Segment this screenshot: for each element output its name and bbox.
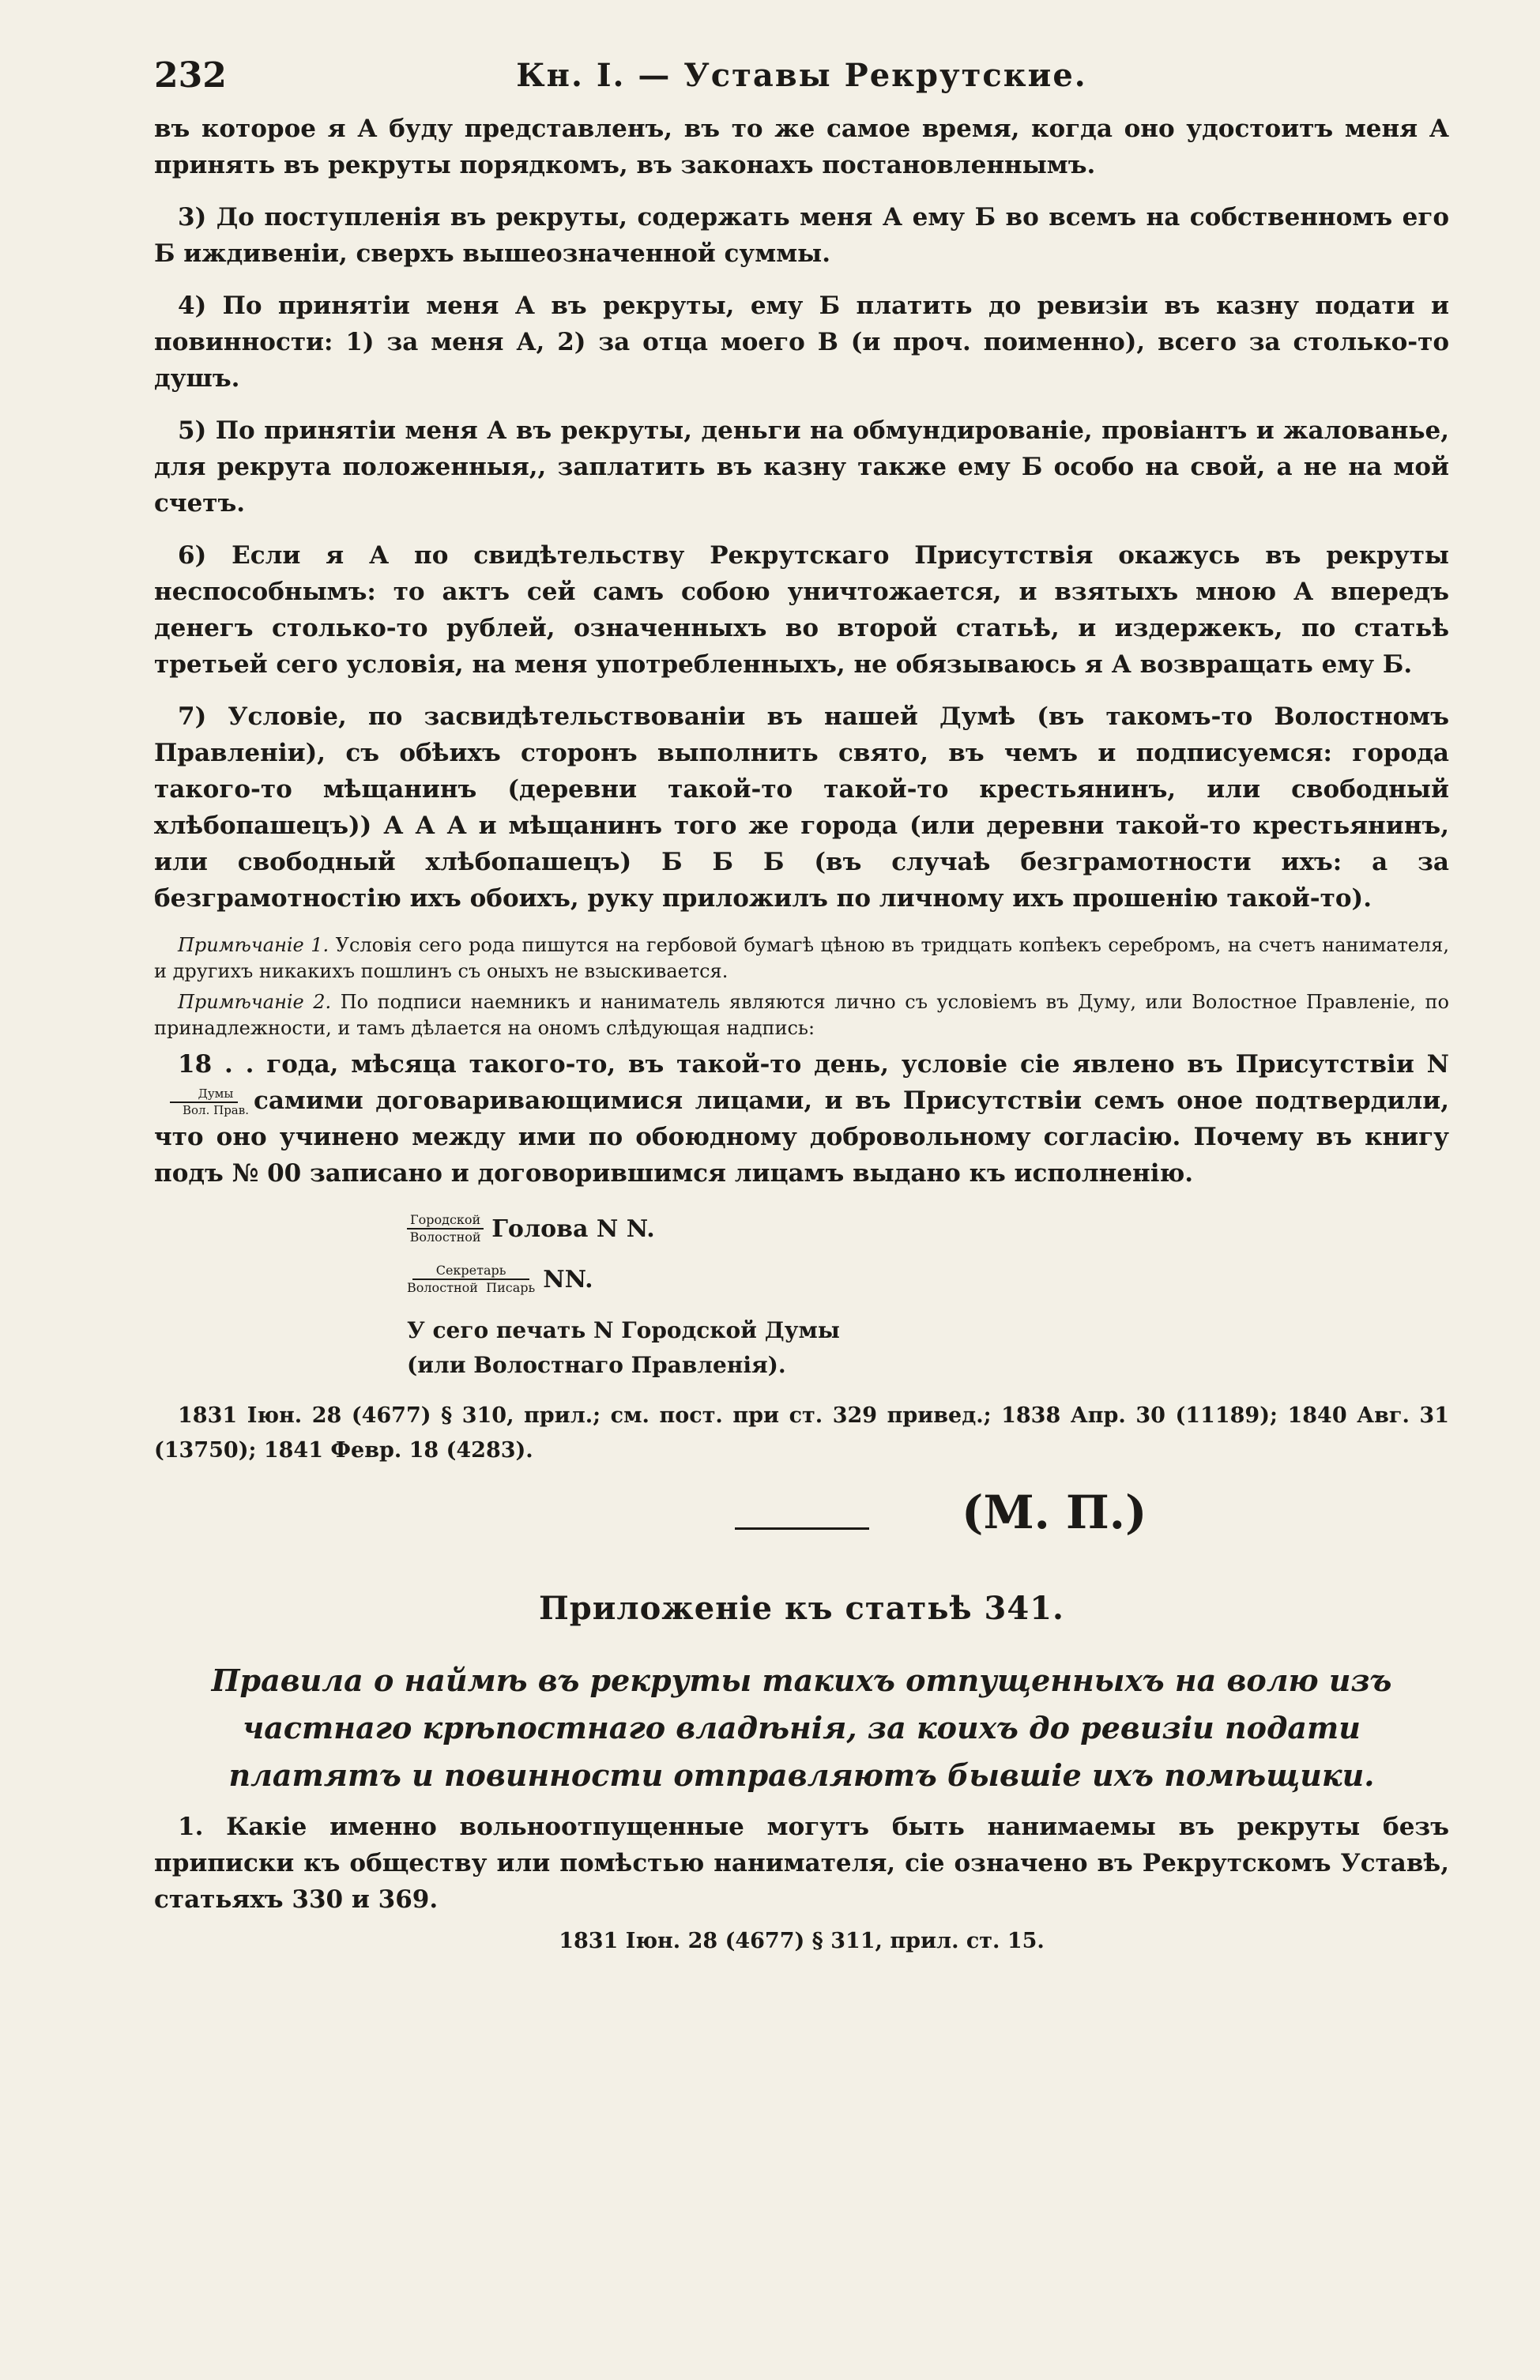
paragraph-5: 5) По принятіи меня А въ рекруты, деньги на обмундированіе, провіантъ и жалованье, для рекрута положенныя,, заплатить въ казну также ему Б особо на свой, а не на мой счетъ. [154, 416, 1449, 518]
signature-secretary [407, 1263, 1449, 1296]
appendix-rule-1: 1. Какіе именно вольноотпущенные могутъ быть нанимаемы въ рекруты безъ приписки къ обществу или помѣстью нанимателя, сіе означено въ Рекрутскомъ Уставѣ, статьяхъ 330 и 369. [154, 1813, 1449, 1914]
signature-block [407, 1212, 1449, 1383]
seal-line-1: У сего печать N Городской Думы [407, 1317, 840, 1343]
paragraph-7: 7) Условіе, по засвидѣтельствованіи въ нашей Думѣ (въ такомъ-то Волостномъ Правленіи), съ обѣихъ сторонъ выполнить свято, въ чемъ и подписуемся: города такого-то мѣщанинъ (деревни такой-то такой-то крестьянинъ, или свободный хлѣбопашецъ)) А А А и мѣщанинъ того же города (или деревни такой-то крестьянинъ, или свободный хлѣбопашецъ) Б Б Б (въ случаѣ безграмотности ихъ: а за безграмотностію ихъ обоихъ, руку приложилъ по личному ихъ прошенію такой-то). [154, 702, 1449, 913]
references: 1831 Іюн. 28 (4677) § 310, прил.; см. пост. при ст. 329 привед.; 1838 Апр. 30 (11189); 1840 Авг. 31 (13750); 1841 Февр. 18 (4283). [154, 1403, 1449, 1463]
signature-secretary-title [407, 1263, 535, 1296]
signature-head-top: Городской [407, 1212, 484, 1230]
seal-mark: (М. П.) [962, 1486, 1147, 1539]
note-1-text: Условія сего рода пишутся на гербовой бумагѣ цѣною въ тридцать копѣекъ серебромъ, на счетъ нанимателя, и другихъ никакихъ пошлинъ съ оныхъ не взыскивается. [154, 934, 1449, 982]
signature-secretary-bottom-a: Волостной [407, 1280, 478, 1295]
signature-head-bottom: Волостной [409, 1230, 481, 1245]
paragraph-continuation: въ которое я А буду представленъ, въ то же самое время, когда оно удостоитъ меня А принять въ рекруты порядкомъ, въ законахъ постановленнымъ. [154, 115, 1449, 179]
note-2 [154, 989, 1449, 1041]
signature-secretary-top: Секретарь [412, 1263, 530, 1280]
fraction-top: Думы [170, 1086, 239, 1103]
appendix-title: Приложеніе къ статьѣ 341. [539, 1590, 1064, 1627]
certificate-fraction [159, 1086, 249, 1118]
running-title: Кн. I. — Уставы Рекрутские. [516, 57, 1087, 94]
signature-head [407, 1212, 1449, 1245]
note-2-text: По подписи наемникъ и наниматель являются лично съ условіемъ въ Думу, или Волостное Правленіе, по принадлежности, и тамъ дѣлается на ономъ слѣдующая надпись: [154, 991, 1449, 1039]
fraction-bottom: Вол. Прав. [183, 1102, 249, 1117]
signature-head-title [407, 1212, 484, 1245]
page-number: 232 [154, 55, 227, 96]
note-1-label: Примѣчаніе 1. [178, 934, 329, 956]
certificate-part-1: 18 . . года, мѣсяца такого-то, въ такой-то день, условіе сіе явлено въ Присутствіи N [178, 1050, 1449, 1079]
signature-secretary-bottom-b: Писарь [486, 1280, 536, 1295]
seal-line-2: (или Волостнаго Правленія). [407, 1352, 786, 1378]
signature-secretary-bottom [407, 1280, 535, 1296]
signature-secretary-name: NN. [543, 1265, 593, 1294]
paragraph-4: 4) По принятіи меня А въ рекруты, ему Б платить до ревизіи въ казну подати и повинности: 1) за меня А, 2) за отца моего В (и проч. поименно), всего за столько-то душъ. [154, 292, 1449, 393]
note-2-label: Примѣчаніе 2. [178, 991, 332, 1013]
body-text [154, 111, 1449, 1192]
note-1 [154, 932, 1449, 985]
paragraph-6: 6) Если я А по свидѣтельству Рекрутскаго Присутствія окажусь въ рекруты неспособнымъ: то актъ сей самъ собою уничтожается, и взятыхъ мною А впередъ денегъ столько-то рублей, означенныхъ во второй статьѣ, и издержекъ, по статьѣ третьей сего условія, на меня употребленныхъ, не обязываюсь я А возвращать ему Б. [154, 541, 1449, 679]
certificate-part-2: самими договаривающимися лицами, и въ Присутствіи семъ оное подтвердили, что оно учинено между ими по обоюдному добровольному согласію. Почему въ книгу подъ № 00 записано и договорившимся лицамъ выдано къ исполненію. [154, 1086, 1449, 1188]
section-divider [735, 1527, 869, 1530]
appendix-reference: 1831 Іюн. 28 (4677) § 311, прил. ст. 15. [559, 1929, 1045, 1953]
signature-head-name: Голова N N. [491, 1214, 655, 1243]
paragraph-3: 3) До поступленія въ рекруты, содержать меня А ему Б во всемъ на собственномъ его Б иждивеніи, сверхъ вышеозначенной суммы. [154, 203, 1449, 268]
seal-lines [407, 1313, 1449, 1383]
appendix-subtitle: Правила о наймѣ въ рекруты такихъ отпущенныхъ на волю изъ частнаго крѣпостнаго владѣнія, за коихъ до ревизіи подати платятъ и повинности отправляютъ бывшіе ихъ помѣщики. [211, 1663, 1392, 1793]
page-header [154, 47, 1449, 111]
certificate-text [154, 1046, 1449, 1192]
